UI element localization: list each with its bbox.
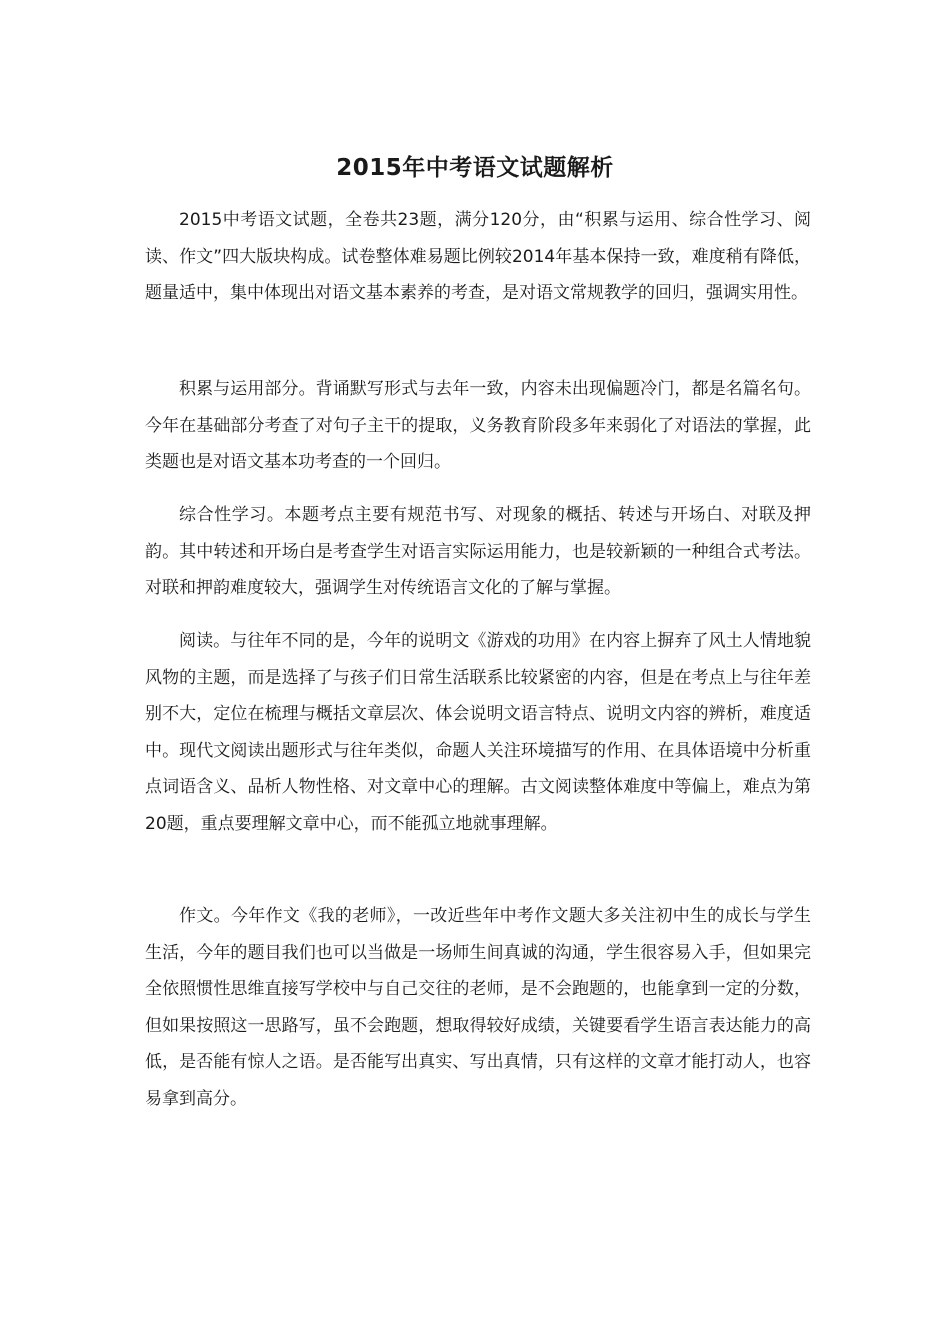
paragraph-composition: 作文。今年作文《我的老师》，一改近些年中考作文题大多关注初中生的成长与学生生活，今年的题目我们也可以当做是一场师生间真诚的沟通，学生很容易入手，但如果完全依照惯性思维直接写学校中与自己交往的老师，是不会跑题的，也能拿到一定的分数，但如果按照这一思路写，虽不会跑题，想取得较好成绩，关键要看学生语言表达能力的高低，是否能有惊人之语。是否能写出真实、写出真情，只有这样的文章才能打动人，也容易拿到高分。 [145, 906, 811, 1109]
paragraph-comprehensive-study: 综合性学习。本题考点主要有规范书写、对现象的概括、转述与开场白、对联及押韵。其中转述和开场白是考查学生对语言实际运用能力，也是较新颖的一种组合式考法。对联和押韵难度较大，强调学生对传统语言文化的了解与掌握。 [145, 505, 811, 598]
paragraph-overview: 2015中考语文试题，全卷共23题，满分120分，由“积累与运用、综合性学习、阅读、作文”四大版块构成。试卷整体难易题比例较2014年基本保持一致，难度稍有降低，题量适中，集中体现出对语文基本素养的考查，是对语文常规教学的回归，强调实用性。 [145, 210, 811, 303]
paragraph-accumulation: 积累与运用部分。背诵默写形式与去年一致，内容未出现偏题冷门，都是名篇名句。今年在基础部分考查了对句子主干的提取，义务教育阶段多年来弱化了对语法的掌握，此类题也是对语文基本功考查的一个回归。 [145, 379, 811, 472]
document-title: 2015年中考语文试题解析 [336, 155, 614, 181]
paragraph-reading: 阅读。与往年不同的是，今年的说明文《游戏的功用》在内容上摒弃了风土人情地貌风物的主题，而是选择了与孩子们日常生活联系比较紧密的内容，但是在考点上与往年差别不大，定位在梳理与概括文章层次、体会说明文语言特点、说明文内容的辨析，难度适中。现代文阅读出题形式与往年类似，命题人关注环境描写的作用、在具体语境中分析重点词语含义、品析人物性格、对文章中心的理解。古文阅读整体难度中等偏上，难点为第20题，重点要理解文章中心，而不能孤立地就事理解。 [145, 631, 811, 834]
